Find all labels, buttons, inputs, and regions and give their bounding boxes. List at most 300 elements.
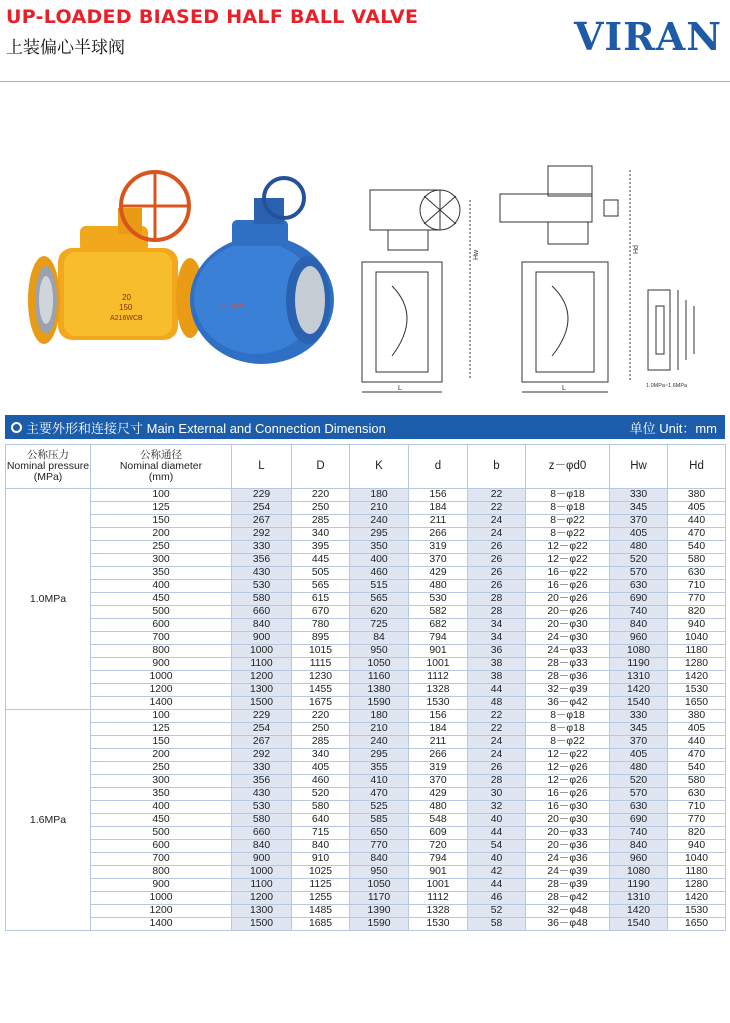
table-cell: 1112 <box>409 671 468 684</box>
table-cell: 1112 <box>409 892 468 905</box>
table-cell: 1420 <box>610 905 668 918</box>
table-cell: 515 <box>350 580 409 593</box>
flange-note: 1.0MPa~1.6MPa <box>646 383 688 389</box>
table-cell: 1328 <box>409 684 468 697</box>
header-pressure-cn: 公称压力 <box>27 449 69 461</box>
table-row <box>6 827 726 840</box>
table-row <box>6 879 726 892</box>
table-cell: 20－φ30 <box>526 814 610 827</box>
diameter-cell: 900 <box>91 658 232 671</box>
table-row <box>6 710 726 723</box>
table-cell: 1485 <box>292 905 350 918</box>
table-cell: 28－φ33 <box>526 658 610 671</box>
table-cell: 20－φ33 <box>526 827 610 840</box>
table-row <box>6 697 726 710</box>
drawing-gear-operated <box>362 190 470 392</box>
table-cell: 20－φ36 <box>526 840 610 853</box>
table-cell: 58 <box>468 918 526 931</box>
table-cell: 1328 <box>409 905 468 918</box>
table-cell: 26 <box>468 580 526 593</box>
table-cell: 1650 <box>668 697 726 710</box>
table-cell: 1001 <box>409 658 468 671</box>
table-cell: 582 <box>409 606 468 619</box>
table-cell: 429 <box>409 567 468 580</box>
table-cell: 1000 <box>232 866 292 879</box>
table-cell: 540 <box>668 541 726 554</box>
page-header <box>0 0 730 82</box>
table-cell: 24－φ36 <box>526 853 610 866</box>
table-cell: 405 <box>292 762 350 775</box>
table-cell: 900 <box>232 853 292 866</box>
table-cell: 330 <box>610 489 668 502</box>
table-cell: 34 <box>468 619 526 632</box>
diameter-cell: 800 <box>91 645 232 658</box>
table-cell: 470 <box>350 788 409 801</box>
table-cell: 410 <box>350 775 409 788</box>
table-cell: 211 <box>409 736 468 749</box>
table-cell: 840 <box>610 840 668 853</box>
table-row <box>6 580 726 593</box>
table-cell: 254 <box>232 723 292 736</box>
table-cell: 22 <box>468 710 526 723</box>
table-cell: 8－φ18 <box>526 489 610 502</box>
table-cell: 1050 <box>350 879 409 892</box>
table-cell: 405 <box>668 723 726 736</box>
section-title-bar <box>5 415 725 439</box>
table-cell: 44 <box>468 879 526 892</box>
table-cell: 380 <box>668 710 726 723</box>
pressure-group-cell: 1.6MPa <box>6 710 91 931</box>
table-cell: 960 <box>610 632 668 645</box>
table-cell: 8－φ22 <box>526 736 610 749</box>
header-col-bolts: z－φd0 <box>526 445 610 489</box>
table-cell: 609 <box>409 827 468 840</box>
diameter-cell: 500 <box>91 606 232 619</box>
table-cell: 285 <box>292 736 350 749</box>
table-cell: 1180 <box>668 866 726 879</box>
table-cell: 710 <box>668 580 726 593</box>
table-cell: 1300 <box>232 905 292 918</box>
table-cell: 505 <box>292 567 350 580</box>
table-cell: 580 <box>292 801 350 814</box>
unit-label: 单位 Unit：mm <box>629 420 717 436</box>
table-row <box>6 775 726 788</box>
table-cell: 1190 <box>610 879 668 892</box>
table-cell: 1190 <box>610 658 668 671</box>
table-cell: 24－φ33 <box>526 645 610 658</box>
table-row <box>6 658 726 671</box>
table-cell: 1300 <box>232 684 292 697</box>
table-cell: 34 <box>468 632 526 645</box>
table-cell: 901 <box>409 866 468 879</box>
table-cell: 156 <box>409 489 468 502</box>
table-cell: 840 <box>350 853 409 866</box>
table-cell: 22 <box>468 723 526 736</box>
table-cell: 630 <box>668 567 726 580</box>
table-row <box>6 645 726 658</box>
table-cell: 12－φ22 <box>526 749 610 762</box>
table-cell: 480 <box>409 801 468 814</box>
table-cell: 780 <box>292 619 350 632</box>
table-cell: 1420 <box>668 671 726 684</box>
table-cell: 38 <box>468 671 526 684</box>
table-cell: 429 <box>409 788 468 801</box>
table-cell: 380 <box>668 489 726 502</box>
table-cell: 910 <box>292 853 350 866</box>
dimension-table <box>5 444 726 931</box>
table-cell: 20－φ30 <box>526 619 610 632</box>
table-cell: 940 <box>668 619 726 632</box>
header-pressure-unit: (MPa) <box>33 471 63 483</box>
table-cell: 1080 <box>610 866 668 879</box>
table-cell: 1530 <box>668 905 726 918</box>
table-cell: 405 <box>668 502 726 515</box>
table-cell: 267 <box>232 736 292 749</box>
table-cell: 36 <box>468 645 526 658</box>
table-row <box>6 619 726 632</box>
table-cell: 520 <box>292 788 350 801</box>
table-cell: 770 <box>668 814 726 827</box>
table-cell: 470 <box>668 528 726 541</box>
table-cell: 950 <box>350 866 409 879</box>
table-cell: 1540 <box>610 918 668 931</box>
table-row <box>6 515 726 528</box>
table-row <box>6 814 726 827</box>
table-header-row <box>6 445 726 489</box>
table-cell: 16－φ26 <box>526 580 610 593</box>
table-cell: 630 <box>610 801 668 814</box>
table-cell: 740 <box>610 827 668 840</box>
table-cell: 1001 <box>409 879 468 892</box>
table-cell: 690 <box>610 814 668 827</box>
table-cell: 570 <box>610 788 668 801</box>
diameter-cell: 400 <box>91 801 232 814</box>
table-cell: 1280 <box>668 658 726 671</box>
dim-hw: Hw <box>473 249 480 260</box>
table-cell: 370 <box>409 775 468 788</box>
table-cell: 1040 <box>668 632 726 645</box>
table-cell: 330 <box>610 710 668 723</box>
table-cell: 330 <box>232 762 292 775</box>
diameter-cell: 700 <box>91 853 232 866</box>
table-cell: 319 <box>409 762 468 775</box>
table-cell: 28 <box>468 775 526 788</box>
table-cell: 295 <box>350 528 409 541</box>
table-cell: 210 <box>350 502 409 515</box>
header-col-l: L <box>232 445 292 489</box>
table-cell: 430 <box>232 567 292 580</box>
diameter-cell: 125 <box>91 502 232 515</box>
table-row <box>6 788 726 801</box>
table-cell: 1540 <box>610 697 668 710</box>
table-cell: 292 <box>232 749 292 762</box>
table-cell: 530 <box>232 801 292 814</box>
dim-l-left: L <box>398 385 402 392</box>
table-row <box>6 528 726 541</box>
table-cell: 356 <box>232 554 292 567</box>
table-cell: 36－φ42 <box>526 697 610 710</box>
header-pressure-en: Nominal pressure <box>6 460 90 472</box>
table-row <box>6 749 726 762</box>
table-cell: 1000 <box>232 645 292 658</box>
table-cell: 220 <box>292 489 350 502</box>
table-row <box>6 554 726 567</box>
diameter-cell: 250 <box>91 762 232 775</box>
table-cell: 682 <box>409 619 468 632</box>
table-body <box>6 489 726 931</box>
table-cell: 620 <box>350 606 409 619</box>
table-cell: 1530 <box>668 684 726 697</box>
table-cell: 1230 <box>292 671 350 684</box>
table-cell: 220 <box>292 710 350 723</box>
table-cell: 340 <box>292 749 350 762</box>
table-cell: 585 <box>350 814 409 827</box>
diameter-cell: 400 <box>91 580 232 593</box>
yellow-valve-marking-3: A216WCB <box>110 315 143 322</box>
table-cell: 8－φ18 <box>526 502 610 515</box>
header-col-k: K <box>350 445 409 489</box>
yellow-valve-photo <box>28 172 204 344</box>
table-row <box>6 840 726 853</box>
table-cell: 295 <box>350 749 409 762</box>
header-diameter-en: Nominal diameter <box>119 460 203 472</box>
section-title: 主要外形和连接尺寸 Main External and Connection Dimension <box>26 420 386 436</box>
table-row <box>6 489 726 502</box>
table-cell: 28－φ39 <box>526 879 610 892</box>
table-cell: 12－φ26 <box>526 775 610 788</box>
blue-valve-marking: VIRAN <box>222 303 244 310</box>
table-cell: 940 <box>668 840 726 853</box>
table-cell: 30 <box>468 788 526 801</box>
diameter-cell: 150 <box>91 515 232 528</box>
table-cell: 1200 <box>232 671 292 684</box>
table-cell: 430 <box>232 788 292 801</box>
table-cell: 445 <box>292 554 350 567</box>
table-cell: 530 <box>409 593 468 606</box>
diameter-cell: 250 <box>91 541 232 554</box>
table-cell: 580 <box>668 775 726 788</box>
diameter-cell: 450 <box>91 814 232 827</box>
table-cell: 950 <box>350 645 409 658</box>
table-cell: 240 <box>350 736 409 749</box>
table-cell: 42 <box>468 866 526 879</box>
table-cell: 460 <box>292 775 350 788</box>
table-cell: 26 <box>468 541 526 554</box>
pressure-group-cell: 1.0MPa <box>6 489 91 710</box>
table-cell: 319 <box>409 541 468 554</box>
table-cell: 1040 <box>668 853 726 866</box>
table-cell: 44 <box>468 684 526 697</box>
diameter-cell: 700 <box>91 632 232 645</box>
diameter-cell: 100 <box>91 489 232 502</box>
table-cell: 1650 <box>668 918 726 931</box>
table-cell: 330 <box>232 541 292 554</box>
table-cell: 211 <box>409 515 468 528</box>
page-title-cn: 上装偏心半球阀 <box>6 38 125 58</box>
header-diameter-cn: 公称通径 <box>140 449 182 461</box>
table-cell: 32 <box>468 801 526 814</box>
table-cell: 715 <box>292 827 350 840</box>
table-cell: 1530 <box>409 918 468 931</box>
table-cell: 480 <box>610 762 668 775</box>
diameter-cell: 600 <box>91 840 232 853</box>
diameter-cell: 200 <box>91 749 232 762</box>
diameter-cell: 1000 <box>91 892 232 905</box>
table-row <box>6 762 726 775</box>
table-cell: 24－φ39 <box>526 866 610 879</box>
table-cell: 345 <box>610 502 668 515</box>
page-title-en: UP-LOADED BIASED HALF BALL VALVE <box>6 6 419 28</box>
drawing-electric-actuator <box>500 166 630 392</box>
table-cell: 240 <box>350 515 409 528</box>
header-col-hd: Hd <box>668 445 726 489</box>
table-cell: 20－φ26 <box>526 593 610 606</box>
table-cell: 820 <box>668 606 726 619</box>
table-cell: 1420 <box>610 684 668 697</box>
table-cell: 229 <box>232 710 292 723</box>
table-cell: 720 <box>409 840 468 853</box>
table-cell: 1675 <box>292 697 350 710</box>
table-cell: 184 <box>409 502 468 515</box>
table-cell: 440 <box>668 736 726 749</box>
table-cell: 725 <box>350 619 409 632</box>
table-cell: 820 <box>668 827 726 840</box>
table-cell: 26 <box>468 554 526 567</box>
table-cell: 615 <box>292 593 350 606</box>
table-cell: 670 <box>292 606 350 619</box>
table-cell: 840 <box>292 840 350 853</box>
table-cell: 12－φ22 <box>526 541 610 554</box>
table-cell: 580 <box>232 593 292 606</box>
header-nominal-diameter <box>91 445 232 489</box>
table-row <box>6 541 726 554</box>
table-cell: 8－φ22 <box>526 515 610 528</box>
header-nominal-pressure <box>6 445 91 489</box>
table-cell: 794 <box>409 632 468 645</box>
table-cell: 840 <box>610 619 668 632</box>
table-cell: 740 <box>610 606 668 619</box>
table-cell: 1310 <box>610 671 668 684</box>
table-cell: 520 <box>610 554 668 567</box>
diameter-cell: 150 <box>91 736 232 749</box>
table-cell: 12－φ26 <box>526 762 610 775</box>
table-cell: 340 <box>292 528 350 541</box>
table-cell: 960 <box>610 853 668 866</box>
table-cell: 370 <box>610 736 668 749</box>
product-figures <box>0 160 730 400</box>
diameter-cell: 1400 <box>91 918 232 931</box>
table-cell: 480 <box>610 541 668 554</box>
diameter-cell: 300 <box>91 775 232 788</box>
table-cell: 44 <box>468 827 526 840</box>
table-cell: 8－φ18 <box>526 710 610 723</box>
diameter-cell: 350 <box>91 788 232 801</box>
table-cell: 355 <box>350 762 409 775</box>
table-cell: 350 <box>350 541 409 554</box>
table-cell: 26 <box>468 762 526 775</box>
table-cell: 901 <box>409 645 468 658</box>
header-col-hw: Hw <box>610 445 668 489</box>
table-cell: 20－φ26 <box>526 606 610 619</box>
table-cell: 250 <box>292 502 350 515</box>
table-cell: 84 <box>350 632 409 645</box>
table-row <box>6 567 726 580</box>
diameter-cell: 500 <box>91 827 232 840</box>
yellow-valve-marking-1: 20 <box>122 293 131 302</box>
table-cell: 525 <box>350 801 409 814</box>
table-cell: 630 <box>668 788 726 801</box>
diameter-cell: 1000 <box>91 671 232 684</box>
table-cell: 180 <box>350 710 409 723</box>
brand-logo: VIRAN <box>573 14 722 59</box>
table-cell: 24 <box>468 515 526 528</box>
table-cell: 630 <box>610 580 668 593</box>
yellow-valve-marking-2: 150 <box>119 303 133 312</box>
diameter-cell: 1200 <box>91 905 232 918</box>
table-cell: 266 <box>409 749 468 762</box>
table-cell: 690 <box>610 593 668 606</box>
table-cell: 1100 <box>232 879 292 892</box>
circle-bullet-icon <box>11 422 22 433</box>
table-cell: 1200 <box>232 892 292 905</box>
table-cell: 565 <box>350 593 409 606</box>
table-cell: 16－φ26 <box>526 788 610 801</box>
table-cell: 1390 <box>350 905 409 918</box>
table-cell: 1255 <box>292 892 350 905</box>
table-cell: 395 <box>292 541 350 554</box>
table-cell: 12－φ22 <box>526 554 610 567</box>
table-cell: 1160 <box>350 671 409 684</box>
table-cell: 565 <box>292 580 350 593</box>
table-cell: 480 <box>409 580 468 593</box>
table-cell: 1420 <box>668 892 726 905</box>
table-cell: 1050 <box>350 658 409 671</box>
table-row <box>6 866 726 879</box>
table-row <box>6 632 726 645</box>
table-cell: 520 <box>610 775 668 788</box>
table-cell: 640 <box>292 814 350 827</box>
table-cell: 530 <box>232 580 292 593</box>
table-cell: 1115 <box>292 658 350 671</box>
header-col-d-inner: d <box>409 445 468 489</box>
table-cell: 580 <box>232 814 292 827</box>
diameter-cell: 1400 <box>91 697 232 710</box>
table-cell: 660 <box>232 827 292 840</box>
table-cell: 184 <box>409 723 468 736</box>
table-row <box>6 502 726 515</box>
table-cell: 1455 <box>292 684 350 697</box>
table-cell: 540 <box>668 762 726 775</box>
table-cell: 370 <box>610 515 668 528</box>
table-cell: 210 <box>350 723 409 736</box>
table-row <box>6 918 726 931</box>
table-cell: 292 <box>232 528 292 541</box>
table-cell: 1170 <box>350 892 409 905</box>
table-cell: 254 <box>232 502 292 515</box>
table-cell: 52 <box>468 905 526 918</box>
table-cell: 345 <box>610 723 668 736</box>
table-cell: 470 <box>668 749 726 762</box>
table-cell: 32－φ48 <box>526 905 610 918</box>
table-cell: 770 <box>668 593 726 606</box>
diameter-cell: 100 <box>91 710 232 723</box>
table-row <box>6 684 726 697</box>
table-cell: 8－φ18 <box>526 723 610 736</box>
table-row <box>6 606 726 619</box>
table-cell: 28 <box>468 593 526 606</box>
blue-valve-photo <box>190 178 334 364</box>
table-cell: 1380 <box>350 684 409 697</box>
